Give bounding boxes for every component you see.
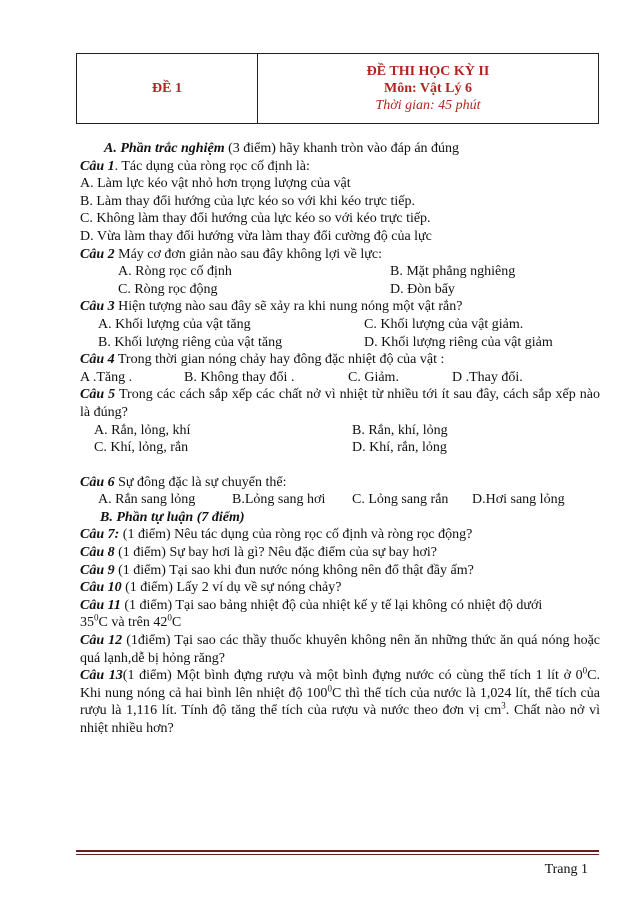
- q5-option-b: B. Rắn, khí, lỏng: [352, 422, 448, 438]
- q2-option-b: B. Mặt phẳng nghiêng: [390, 264, 516, 280]
- q6-option-c: C. Lỏng sang rắn: [352, 492, 449, 508]
- q2-options-row2: [80, 281, 600, 299]
- q1-option-d: D. Vừa làm thay đổi hướng vừa làm thay đổi cường độ của lực: [80, 228, 432, 244]
- exam-title: ĐỀ THI HỌC KỲ II: [366, 64, 490, 79]
- q3-option-d: D. Khối lượng riêng của vật giảm: [364, 334, 553, 350]
- q5-option-c: C. Khí, lỏng, rắn: [94, 440, 189, 456]
- q1-option-a: A. Làm lực kéo vật nhỏ hơn trọng lượng của vật: [80, 176, 351, 192]
- section-a-heading: A. Phần trắc nghiệm (3 điểm) hãy khanh tròn vào đáp án đúng: [104, 141, 460, 156]
- question-5: Câu 5 Trong các cách sắp xếp các chất nở vì nhiệt từ nhiều tới ít sau đây, cách sắp xếp nào là đúng?: [80, 387, 600, 420]
- question-6: Câu 6 Sự đông đặc là sự chuyển thể:: [80, 474, 287, 490]
- q3-option-c: C. Khối lượng của vật giảm.: [364, 316, 524, 332]
- header-table: [76, 53, 599, 124]
- q6-options: [80, 491, 600, 509]
- section-b-heading: B. Phần tự luận (7 điểm): [100, 509, 245, 525]
- q1-option-b: B. Làm thay đổi hướng của lực kéo so với khi kéo trực tiếp.: [80, 193, 416, 209]
- q3-options-row2: [80, 334, 600, 352]
- exam-info: [258, 54, 598, 123]
- question-9: Câu 9 (1 điểm) Tại sao khi đun nước nóng không nên đổ thật đầy ấm?: [80, 562, 474, 578]
- exam-code: ĐỀ 1: [77, 54, 258, 123]
- q3-option-a: A. Khối lượng của vật tăng: [98, 316, 251, 332]
- question-2: Câu 2 Máy cơ đơn giản nào sau đây không lợi về lực:: [80, 246, 382, 262]
- exam-time: Thời gian: 45 phút: [375, 98, 481, 113]
- page-number: Trang 1: [544, 862, 588, 877]
- q2-option-c: C. Ròng rọc động: [118, 281, 218, 297]
- question-11-cont: $35^0C$ và trên $42^0C$: [80, 612, 182, 631]
- q6-option-d: D.Hơi sang lỏng: [472, 492, 565, 508]
- question-13: Câu 13(1 điểm) Một bình đựng rượu và một bình đựng nước có cùng thể tích 1 lít ở $0^0C$. Khi nung nóng cả hai bình lên nhiệt độ $100^0C$ thì thể tích của nước là 1,024 lít, thể tích của rượu là 1,116 lít. Tính độ tăng thể tích của rượu và nước theo đơn vị $cm^3$. Chất nào nở vì nhiệt nhiều hơn?: [80, 665, 600, 736]
- exam-subject: Môn: Vật Lý 6: [383, 81, 473, 96]
- question-1: Câu 1. Tác dụng của ròng rọc cố định là:: [80, 158, 310, 174]
- q4-option-c: C. Giảm.: [348, 369, 399, 385]
- footer-rule-thin: [76, 854, 599, 855]
- question-4: Câu 4 Trong thời gian nóng chảy hay đông đặc nhiệt độ của vật :: [80, 352, 445, 368]
- question-10: Câu 10 (1 điểm) Lấy 2 ví dụ về sự nóng chảy?: [80, 580, 342, 596]
- q5-options-row2: [80, 439, 600, 457]
- q5-options-row1: [80, 422, 600, 440]
- q5-option-d: D. Khí, rắn, lỏng: [352, 440, 447, 456]
- q3-option-b: B. Khối lượng riêng của vật tăng: [98, 334, 283, 350]
- q6-option-b: B.Lỏng sang hơi: [232, 492, 326, 508]
- q3-options-row1: [80, 316, 600, 334]
- q2-option-a: A. Ròng rọc cố định: [118, 264, 232, 280]
- q5-option-a: A. Rắn, lỏng, khí: [94, 422, 191, 438]
- q1-option-c: C. Không làm thay đổi hướng của lực kéo so với kéo trực tiếp.: [80, 211, 431, 227]
- question-12: Câu 12 (1điểm) Tại sao các thầy thuốc khuyên không nên ăn những thức ăn quá nóng hoặc quá lạnh,dễ bị hỏng răng?: [80, 633, 601, 666]
- spacer: [80, 457, 600, 474]
- question-7: Câu 7: (1 điểm) Nêu tác dụng của ròng rọc cố định và ròng rọc động?: [80, 527, 473, 543]
- exam-content: [80, 140, 600, 738]
- q4-option-d: D .Thay đổi.: [452, 369, 523, 385]
- question-3: Câu 3 Hiện tượng nào sau đây sẽ xảy ra khi nung nóng một vật rắn?: [80, 299, 463, 315]
- footer-rule-thick: [76, 850, 599, 852]
- q2-options-row1: [80, 263, 600, 281]
- question-8: Câu 8 (1 điểm) Sự bay hơi là gì? Nêu đặc điểm của sự bay hơi?: [80, 545, 437, 561]
- q4-option-a: A .Tăng .: [80, 369, 133, 385]
- q4-options: [80, 369, 600, 387]
- q2-option-d: D. Đòn bẩy: [390, 281, 455, 297]
- question-11: Câu 11 (1 điểm) Tại sao bảng nhiệt độ của nhiệt kế y tế lại không có nhiệt độ dưới: [80, 597, 543, 613]
- q6-option-a: A. Rắn sang lỏng: [98, 492, 196, 508]
- q4-option-b: B. Không thay đổi .: [184, 369, 295, 385]
